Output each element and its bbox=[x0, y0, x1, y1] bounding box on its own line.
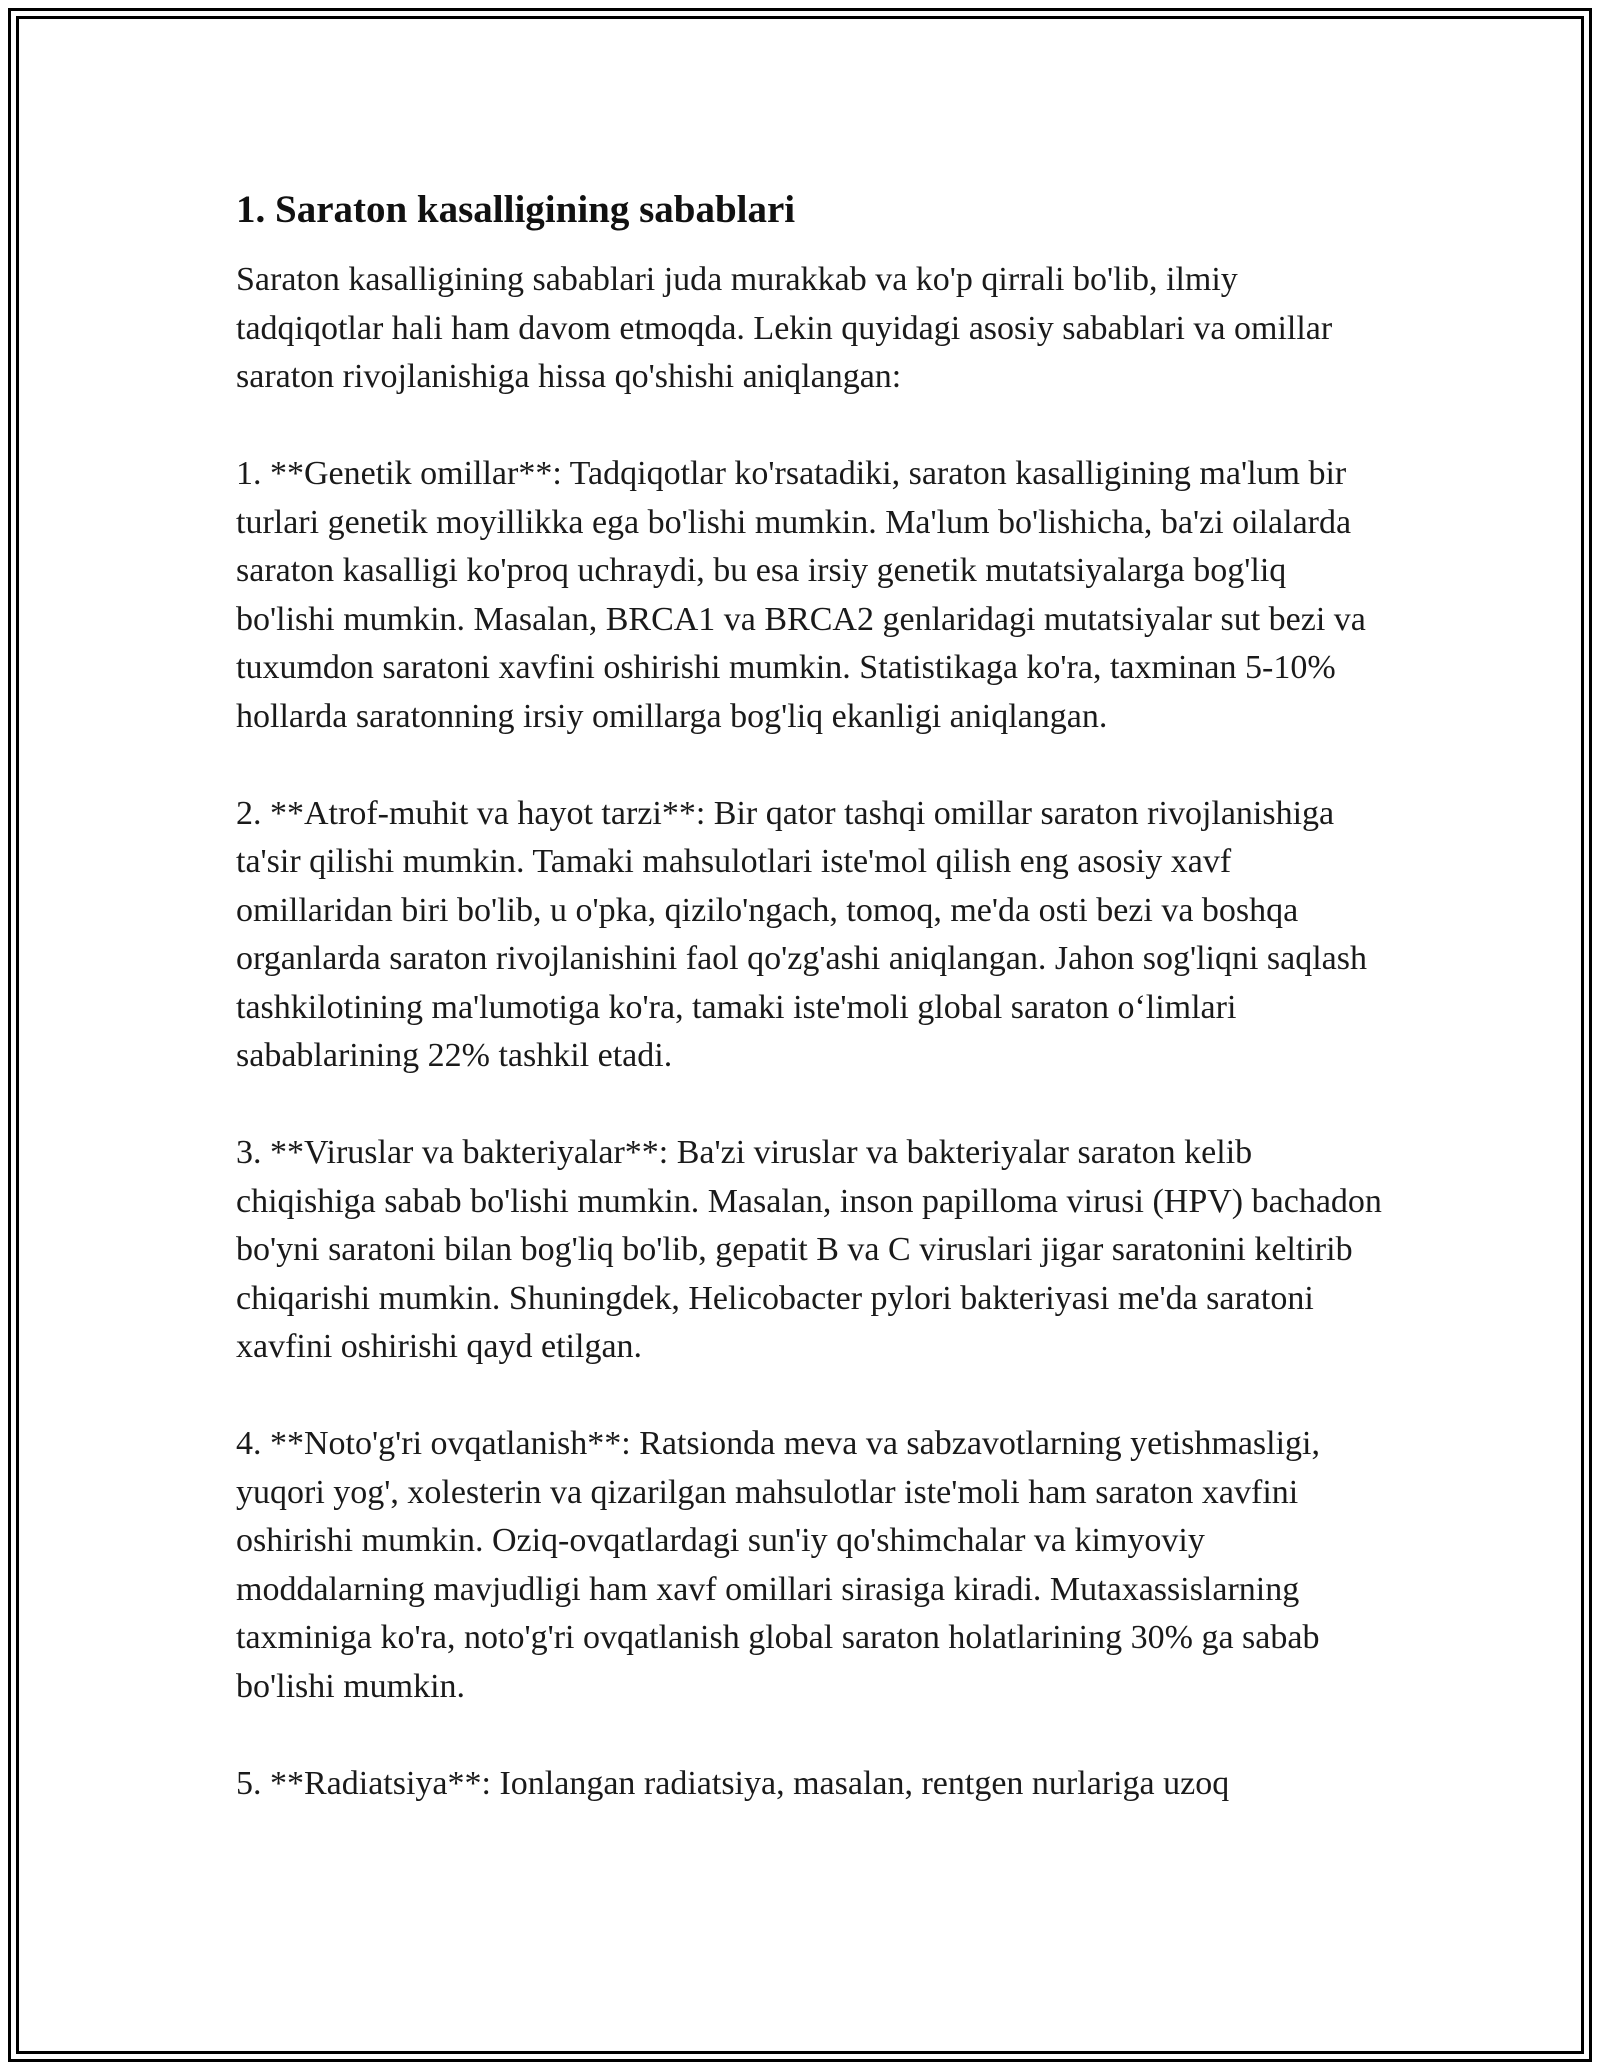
section-heading: 1. Saraton kasalligining sabablari bbox=[236, 188, 796, 231]
viruses-bacteria-paragraph: 3. **Viruslar va bakteriyalar**: Ba'zi viruslar va bakteriyalar saraton kelib chiqishiga sabab bo'lishi mumkin. Masalan, inson papilloma virusi (HPV) bachadon bo'yni saratoni bilan bog'liq bo'lib, gepatit B va C viruslari jigar saratonini keltirib chiqarishi mumkin. Shuningdek, Helicobacter pylori bakteriyasi me'da saratoni xavfini oshirishi qayd etilgan. bbox=[236, 1134, 1382, 1365]
poor-nutrition-paragraph: 4. **Noto'g'ri ovqatlanish**: Ratsionda meva va sabzavotlarning yetishmasligi, yuqori yog', xolesterin va qizarilgan mahsulotlar iste'moli ham saraton xavfini oshirishi mumkin. Oziq-ovqatlardagi sun'iy qo'shimchalar va kimyoviy moddalarning mavjudligi ham xavf omillari sirasiga kiradi. Mutaxassislarning taxminiga ko'ra, noto'g'ri ovqatlanish global saraton holatlarining 30% ga sabab bo'lishi mumkin. bbox=[236, 1425, 1320, 1705]
environment-lifestyle-paragraph: 2. **Atrof-muhit va hayot tarzi**: Bir qator tashqi omillar saraton rivojlanishiga ta'sir qilishi mumkin. Tamaki mahsulotlari iste'mol qilish eng asosiy xavf omillaridan biri bo'lib, u o'pka, qizilo'ngach, tomoq, me'da osti bezi va boshqa organlarda saraton rivojlanishini faol qo'zg'ashi aniqlangan. Jahon sog'liqni saqlash tashkilotining ma'lumotiga ko'ra, tamaki iste'moli global saraton o‘limlari sabablarining 22% tashkil etadi. bbox=[236, 794, 1367, 1074]
radiation-paragraph: 5. **Radiatsiya**: Ionlangan radiatsiya, masalan, rentgen nurlariga uzoq bbox=[236, 1764, 1230, 1802]
genetic-factors-paragraph: 1. **Genetik omillar**: Tadqiqotlar ko'rsatadiki, saraton kasalligining ma'lum bir turlari genetik moyillikka ega bo'lishi mumkin. Ma'lum bo'lishicha, ba'zi oilalarda saraton kasalligi ko'proq uchraydi, bu esa irsiy genetik mutatsiyalarga bog'liq bo'lishi mumkin. Masalan, BRCA1 va BRCA2 genlaridagi mutatsiyalar sut bezi va tuxumdon saratoni xavfini oshirishi mumkin. Statistikaga ko'ra, taxminan 5-10% hollarda saratonning irsiy omillarga bog'liq ekanligi aniqlangan. bbox=[236, 455, 1366, 735]
document-body bbox=[236, 186, 1386, 1857]
intro-paragraph: Saraton kasalligining sabablari juda murakkab va ko'p qirrali bo'lib, ilmiy tadqiqotlar hali ham davom etmoqda. Lekin quyidagi asosiy sabablari va omillar saraton rivojlanishiga hissa qo'shishi aniqlangan: bbox=[236, 261, 1333, 395]
